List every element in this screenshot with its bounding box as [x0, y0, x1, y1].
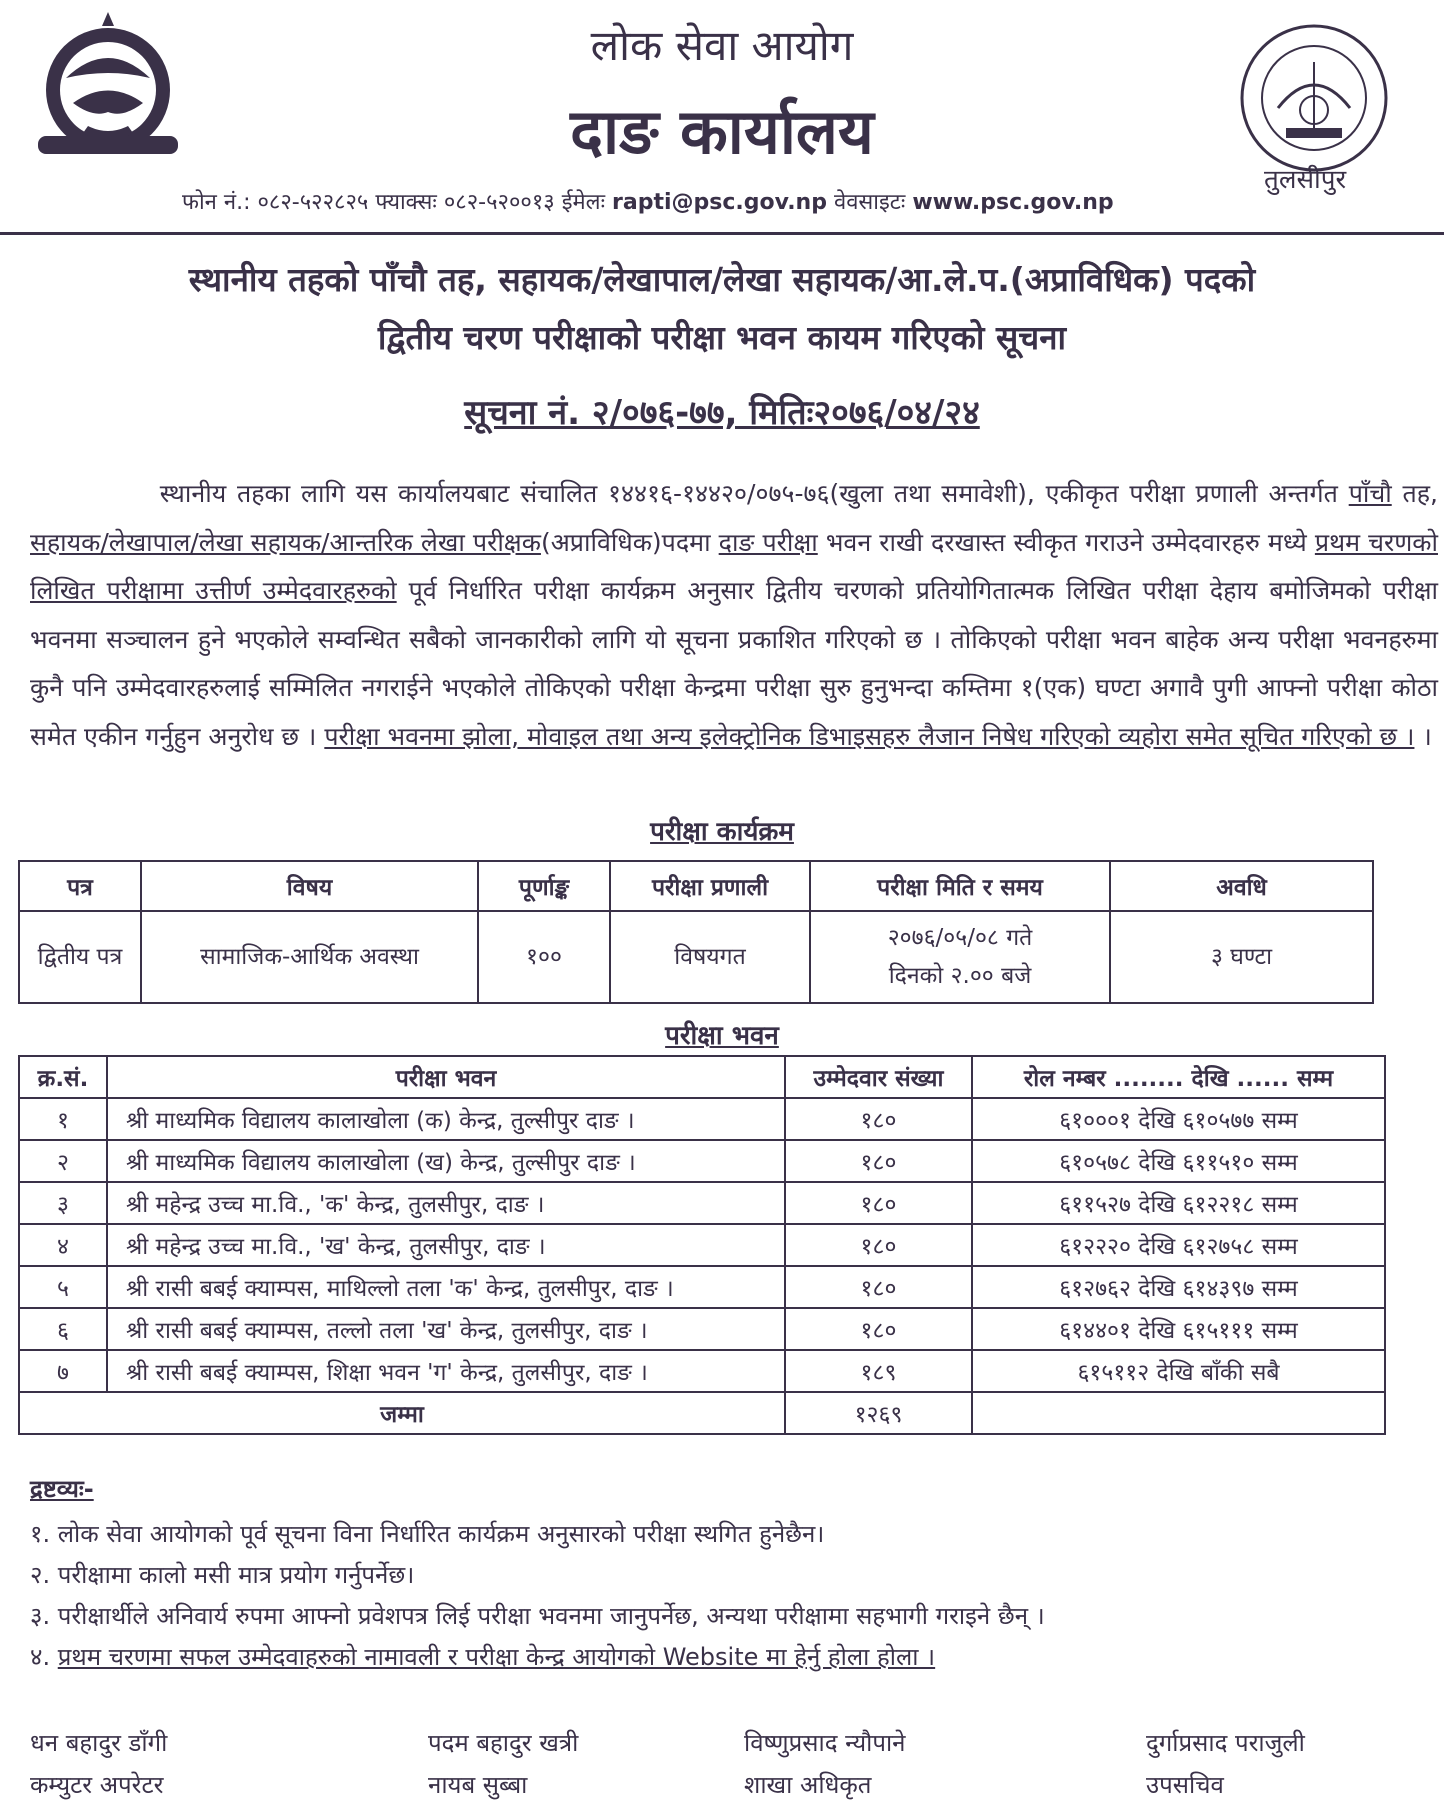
- body-emphasis: परीक्षा भवनमा झोला, मोवाइल तथा अन्य इलेक्ट्रोनिक डिभाइसहरु लैजान निषेध गरिएको व्यहोरा समेत सूचित गरिएको छ ।: [324, 721, 1415, 751]
- organization-name: लोक सेवा आयोग: [590, 21, 854, 70]
- schedule-time: दिनको २.०० बजे: [888, 963, 1032, 989]
- centre-sn: २: [19, 1140, 107, 1182]
- schedule-marks: १००: [478, 911, 610, 1003]
- seal-place-label: तुलसीपुर: [1264, 165, 1347, 195]
- body-emphasis: दाङ परीक्षा: [718, 527, 818, 557]
- centre-count: १८०: [785, 1140, 972, 1182]
- schedule-header: पत्र: [19, 861, 141, 911]
- signatory-name: पदम बहादुर खत्री: [428, 1729, 579, 1757]
- schedule-datetime: [810, 911, 1110, 1003]
- notes-heading: द्रष्टव्यः-: [30, 1475, 94, 1503]
- body-emphasis: सहायक/लेखापाल/लेखा सहायक/आन्तरिक लेखा परीक्षक: [30, 527, 541, 557]
- centres-header: परीक्षा भवन: [107, 1056, 785, 1098]
- signatory: [428, 1722, 578, 1806]
- schedule-header: पूर्णाङ्क: [478, 861, 610, 911]
- note-item: ३. परीक्षार्थीले अनिवार्य रुपमा आफ्नो प्रवेशपत्र लिई परीक्षा भवनमा जानुपर्नेछ, अन्यथा परीक्षामा सहभागी गराइने छैन् ।: [30, 1602, 1045, 1630]
- note-item: १. लोक सेवा आयोगको पूर्व सूचना विना निर्धारित कार्यक्रम अनुसारको परीक्षा स्थगित हुनेछैन।: [30, 1520, 825, 1548]
- table-row: [19, 1350, 1385, 1392]
- centre-roll: ६१०५७८ देखि ६११५१० सम्म: [972, 1140, 1385, 1182]
- signatory-role: शाखा अधिकृत: [744, 1771, 872, 1799]
- header-divider: [0, 232, 1444, 235]
- office-name: दाङ कार्यालय: [570, 95, 874, 168]
- contact-phone-fax: फोन नं.: ०८२-५२२८२५ फ्याक्सः ०८२-५२००१३ ईमेलः: [182, 190, 606, 215]
- signatory-role: कम्युटर अपरेटर: [30, 1771, 164, 1799]
- centres-header: रोल नम्बर ........ देखि ...... सम्म: [972, 1056, 1385, 1098]
- total-label: जम्मा: [19, 1392, 785, 1434]
- table-row: [19, 1308, 1385, 1350]
- schedule-header: परीक्षा मिति र समय: [810, 861, 1110, 911]
- schedule-header: परीक्षा प्रणाली: [610, 861, 810, 911]
- schedule-header: विषय: [141, 861, 478, 911]
- centre-count: १८०: [785, 1308, 972, 1350]
- table-row: [19, 1098, 1385, 1140]
- contact-website[interactable]: www.psc.gov.np: [912, 190, 1114, 215]
- centre-name: श्री रासी बबई क्याम्पस, शिक्षा भवन 'ग' केन्द्र, तुलसीपुर, दाङ ।: [107, 1350, 785, 1392]
- signatory-role: नायब सुब्बा: [428, 1771, 528, 1799]
- schedule-paper: द्वितीय पत्र: [19, 911, 141, 1003]
- centres-heading: परीक्षा भवन: [665, 1021, 779, 1051]
- contact-email[interactable]: rapti@psc.gov.np: [612, 190, 827, 215]
- centre-roll: ६१०००१ देखि ६१०५७७ सम्म: [972, 1098, 1385, 1140]
- schedule-subject: सामाजिक-आर्थिक अवस्था: [141, 911, 478, 1003]
- schedule-header-row: [19, 861, 1373, 911]
- schedule-duration: ३ घण्टा: [1110, 911, 1373, 1003]
- centre-roll: ६१४४०१ देखि ६१५१११ सम्म: [972, 1308, 1385, 1350]
- body-text: ।: [1414, 721, 1432, 751]
- total-empty: [972, 1392, 1385, 1434]
- signatory-name: दुर्गाप्रसाद पराजुली: [1146, 1729, 1305, 1757]
- centres-total-row: [19, 1392, 1385, 1434]
- table-row: [19, 1224, 1385, 1266]
- schedule-header: अवधि: [1110, 861, 1373, 911]
- centre-count: १८९: [785, 1350, 972, 1392]
- centre-count: १८०: [785, 1182, 972, 1224]
- centre-name: श्री रासी बबई क्याम्पस, तल्लो तला 'ख' केन्द्र, तुलसीपुर, दाङ ।: [107, 1308, 785, 1350]
- centre-count: १८०: [785, 1098, 972, 1140]
- note-item: [30, 1637, 1430, 1678]
- body-text: (अप्राविधिक)पदमा: [540, 527, 719, 557]
- table-row: [19, 1140, 1385, 1182]
- centre-sn: ६: [19, 1308, 107, 1350]
- note-number: ४.: [30, 1643, 51, 1671]
- schedule-system: विषयगत: [610, 911, 810, 1003]
- centres-table: [18, 1055, 1386, 1435]
- centre-name: श्री महेन्द्र उच्च मा.वि., 'क' केन्द्र, तुलसीपुर, दाङ ।: [107, 1182, 785, 1224]
- centre-sn: ७: [19, 1350, 107, 1392]
- notes-list: [30, 1514, 1430, 1678]
- centre-roll: ६११५२७ देखि ६१२२१८ सम्म: [972, 1182, 1385, 1224]
- psc-seal-icon: [1238, 22, 1390, 174]
- centre-count: १८०: [785, 1266, 972, 1308]
- notice-number: सूचना नं. २/०७६-७७, मितिः२०७६/०४/२४: [464, 393, 980, 433]
- contact-line: [182, 186, 1114, 216]
- body-emphasis: प्रथम चरणको लिखित परीक्षामा उत्तीर्ण उम्मेदवारहरुको: [30, 527, 1438, 605]
- contact-website-label: वेवसाइटः: [833, 190, 906, 215]
- centre-roll: ६१२७६२ देखि ६१४३९७ सम्म: [972, 1266, 1385, 1308]
- schedule-row: [19, 911, 1373, 1003]
- centre-count: १८०: [785, 1224, 972, 1266]
- centre-sn: ४: [19, 1224, 107, 1266]
- centre-sn: ५: [19, 1266, 107, 1308]
- notice-title-line1: स्थानीय तहको पाँचौ तह, सहायक/लेखापाल/लेखा सहायक/आ.ले.प.(अप्राविधिक) पदको: [188, 260, 1256, 299]
- schedule-table: [18, 860, 1374, 1004]
- signatory: [30, 1722, 167, 1806]
- centre-sn: ३: [19, 1182, 107, 1224]
- table-row: [19, 1266, 1385, 1308]
- signatory-name: विष्णुप्रसाद न्यौपाने: [744, 1729, 906, 1757]
- centre-name: श्री महेन्द्र उच्च मा.वि., 'ख' केन्द्र, तुलसीपुर, दाङ ।: [107, 1224, 785, 1266]
- centre-name: श्री माध्यमिक विद्यालय कालाखोला (क) केन्द्र, तुल्सीपुर दाङ ।: [107, 1098, 785, 1140]
- signatory: [1146, 1722, 1305, 1806]
- signatory: [744, 1722, 906, 1806]
- total-count: १२६९: [785, 1392, 972, 1434]
- notice-title-line2: द्वितीय चरण परीक्षाको परीक्षा भवन कायम गरिएको सूचना: [377, 318, 1067, 357]
- centres-header: उम्मेदवार संख्या: [785, 1056, 972, 1098]
- body-text: भवन राखी दरखास्त स्वीकृत गराउने उम्मेदवारहरु मध्ये: [817, 527, 1315, 557]
- schedule-date: २०७६/०५/०८ गते: [887, 925, 1033, 951]
- centre-roll: ६१५११२ देखि बाँकी सबै: [972, 1350, 1385, 1392]
- centres-header: क्र.सं.: [19, 1056, 107, 1098]
- body-emphasis: पाँचौ: [1348, 479, 1392, 508]
- signatory-name: धन बहादुर डाँगी: [30, 1729, 168, 1757]
- note-text: प्रथम चरणमा सफल उम्मेदवाहरुको नामावली र परीक्षा केन्द्र आयोगको Website मा हेर्नु होला होला ।: [57, 1643, 936, 1671]
- body-text: पूर्व निर्धारित परीक्षा कार्यक्रम अनुसार द्वितीय चरणको प्रतियोगितात्मक लिखित परीक्षा देहाय बमोजिमको परीक्षा भवनमा सञ्चालन हुने भएकोले सम्वन्धित सबैको जानकारीको लागि यो सूचना प्रकाशित गरिएको छ । तोकिएको परीक्षा भवन बाहेक अन्य परीक्षा भवनहरुमा कुनै पनि उम्मेदवारहरुलाई सम्मिलित नगराईने भएकोले तोकिएको परीक्षा केन्द्रमा परीक्षा सुरु हुनुभन्दा कम्तिमा १(एक) घण्टा अगावै पुगी आफ्नो परीक्षा कोठा समेत एकीन गर्नुहुन अनुरोध छ ।: [30, 576, 1439, 751]
- note-item: २. परीक्षामा कालो मसी मात्र प्रयोग गर्नुपर्नेछ।: [30, 1561, 415, 1589]
- schedule-heading: परीक्षा कार्यक्रम: [650, 817, 794, 847]
- centre-roll: ६१२२२० देखि ६१२७५८ सम्म: [972, 1224, 1385, 1266]
- notice-body: [30, 470, 1438, 761]
- centre-name: श्री रासी बबई क्याम्पस, माथिल्लो तला 'क' केन्द्र, तुलसीपुर, दाङ ।: [107, 1266, 785, 1308]
- body-text: स्थानीय तहका लागि यस कार्यालयबाट संचालित १४४१६-१४४२०/०७५-७६(खुला तथा समावेशी), एकीकृत परीक्षा प्रणाली अन्तर्गत: [159, 479, 1349, 508]
- centre-name: श्री माध्यमिक विद्यालय कालाखोला (ख) केन्द्र, तुल्सीपुर दाङ ।: [107, 1140, 785, 1182]
- table-row: [19, 1182, 1385, 1224]
- centres-header-row: [19, 1056, 1385, 1098]
- signatory-role: उपसचिव: [1146, 1771, 1224, 1799]
- centre-sn: १: [19, 1098, 107, 1140]
- body-text: तह,: [1391, 479, 1438, 508]
